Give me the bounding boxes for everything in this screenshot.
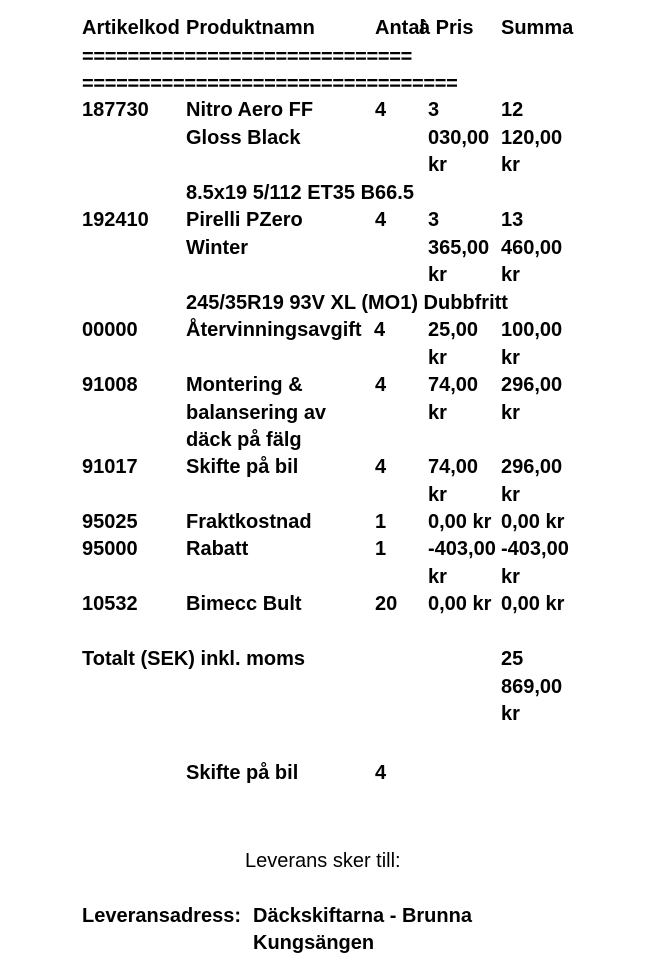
- row-code: 10532: [82, 593, 138, 615]
- total-value: 25: [501, 648, 524, 670]
- delivery-address-line-1: Däckskiftarna - Brunna: [253, 905, 472, 927]
- row-name: Bimecc Bult: [186, 593, 302, 615]
- row-sum-cont: 120,00: [501, 127, 563, 149]
- row-price: 0,00 kr: [428, 593, 492, 615]
- row-code: 91017: [82, 456, 138, 478]
- row-price: 74,00: [428, 456, 479, 478]
- row-sum: 296,00: [501, 456, 563, 478]
- service-name: Skifte på bil: [186, 762, 299, 784]
- row-name-cont: Winter: [186, 237, 249, 259]
- row-sum-unit: kr: [501, 154, 520, 176]
- row-sum-unit: kr: [501, 347, 520, 369]
- row-sum: 296,00: [501, 374, 563, 396]
- total-label: Totalt (SEK) inkl. moms: [82, 648, 305, 670]
- row-price-unit: kr: [428, 484, 447, 506]
- row-code: 95025: [82, 511, 138, 533]
- separator-line: =============================: [82, 46, 413, 68]
- row-code: 00000: [82, 319, 138, 341]
- row-sum-unit: kr: [501, 566, 520, 588]
- row-name: Återvinningsavgift: [186, 319, 362, 341]
- row-price: 3: [428, 209, 440, 231]
- row-qty: 4: [374, 319, 386, 341]
- row-name: Montering &: [186, 374, 303, 396]
- row-qty: 1: [375, 511, 387, 533]
- col-header-qty: Antal: [375, 17, 425, 39]
- row-qty: 4: [375, 209, 387, 231]
- row-sum: 12: [501, 99, 524, 121]
- row-sum: 0,00 kr: [501, 593, 565, 615]
- row-price-unit: kr: [428, 402, 447, 424]
- row-price-cont: 365,00: [428, 237, 490, 259]
- row-sum: 100,00: [501, 319, 563, 341]
- row-qty: 1: [375, 538, 387, 560]
- row-code: 187730: [82, 99, 149, 121]
- col-header-product: Produktnamn: [186, 17, 315, 39]
- row-price: -403,00: [428, 538, 496, 560]
- row-price-cont: 030,00: [428, 127, 490, 149]
- row-code: 95000: [82, 538, 138, 560]
- row-name-cont: däck på fälg: [186, 429, 302, 451]
- row-price: 74,00: [428, 374, 479, 396]
- delivery-heading: Leverans sker till:: [245, 850, 401, 872]
- separator-line: =================================: [82, 73, 458, 95]
- row-note: 8.5x19 5/112 ET35 B66.5: [186, 182, 414, 204]
- row-qty: 20: [375, 593, 398, 615]
- row-code: 192410: [82, 209, 149, 231]
- row-qty: 4: [375, 456, 387, 478]
- row-sum: -403,00: [501, 538, 569, 560]
- row-price-unit: kr: [428, 154, 447, 176]
- row-price-unit: kr: [428, 264, 447, 286]
- delivery-address-line-2: Kungsängen: [253, 932, 375, 954]
- row-price: 0,00 kr: [428, 511, 492, 533]
- row-sum-unit: kr: [501, 264, 520, 286]
- row-name-cont: balansering av: [186, 402, 327, 424]
- row-sum: 0,00 kr: [501, 511, 565, 533]
- row-qty: 4: [375, 374, 387, 396]
- row-qty: 4: [375, 99, 387, 121]
- row-code: 91008: [82, 374, 138, 396]
- row-name: Fraktkostnad: [186, 511, 312, 533]
- row-price-unit: kr: [428, 566, 447, 588]
- col-header-sum: Summa: [501, 17, 574, 39]
- row-name: Rabatt: [186, 538, 249, 560]
- row-name: Pirelli PZero: [186, 209, 303, 231]
- col-header-article: Artikelkod: [82, 17, 180, 39]
- row-price: 25,00: [428, 319, 479, 341]
- delivery-address-label: Leveransadress:: [82, 905, 241, 927]
- row-sum-unit: kr: [501, 402, 520, 424]
- col-header-price: à Pris: [419, 17, 474, 39]
- total-value-unit: kr: [501, 703, 520, 725]
- row-sum-cont: 460,00: [501, 237, 563, 259]
- service-qty: 4: [375, 762, 387, 784]
- row-note: 245/35R19 93V XL (MO1) Dubbfritt: [186, 292, 508, 314]
- row-name-cont: Gloss Black: [186, 127, 301, 149]
- row-sum-unit: kr: [501, 484, 520, 506]
- row-price-unit: kr: [428, 347, 447, 369]
- row-price: 3: [428, 99, 440, 121]
- total-value-cont: 869,00: [501, 676, 563, 698]
- row-name: Skifte på bil: [186, 456, 299, 478]
- row-name: Nitro Aero FF: [186, 99, 314, 121]
- row-sum: 13: [501, 209, 524, 231]
